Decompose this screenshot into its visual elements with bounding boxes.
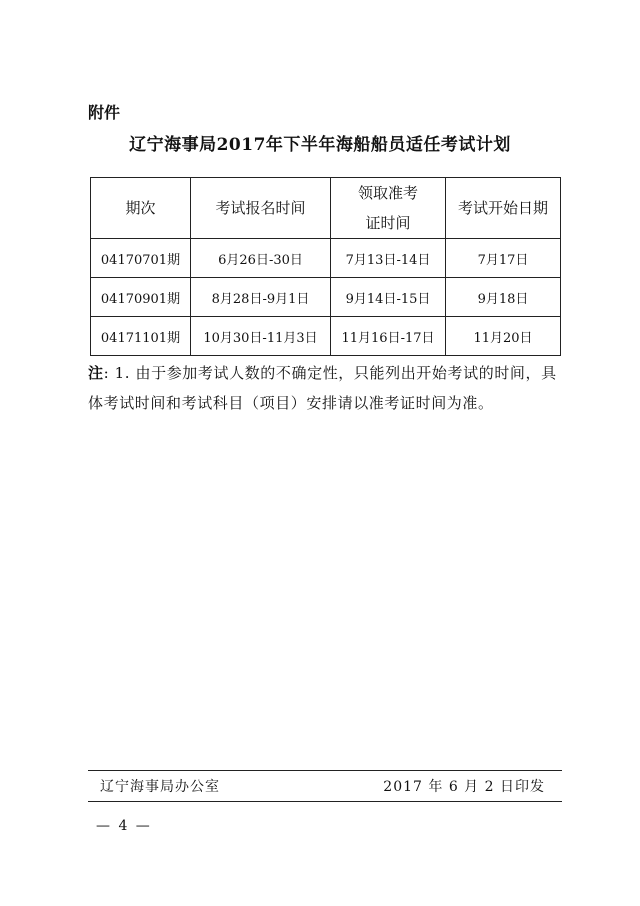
note-label: 注 [88,364,104,382]
admission-ticket-cell: 7月13日-14日 [331,239,446,278]
period-cell: 04170901期 [91,278,191,317]
header-exam-start-date: 考试开始日期 [446,178,561,239]
issuing-office: 辽宁海事局办公室 [100,779,220,795]
header-admission-ticket-time: 领取准考证时间 [331,178,446,239]
admission-ticket-cell: 9月14日-15日 [331,278,446,317]
admission-ticket-cell: 11月16日-17日 [331,317,446,356]
table-row [91,278,561,317]
period-cell: 04170701期 [91,239,191,278]
exam-start-cell: 11月20日 [446,317,561,356]
period-cell: 04171101期 [91,317,191,356]
issue-date: 2017 年 6 月 2 日印发 [383,779,545,795]
page-number: — 4 — [96,818,152,834]
exam-schedule-table [90,177,561,356]
document-title: 辽宁海事局2017年下半年海船船员适任考试计划 [129,135,511,155]
exam-start-cell: 7月17日 [446,239,561,278]
registration-cell: 6月26日-30日 [191,239,331,278]
header-period: 期次 [91,178,191,239]
exam-start-cell: 9月18日 [446,278,561,317]
table-row [91,317,561,356]
footer-divider-bottom [88,801,562,802]
note-paragraph [88,358,564,418]
header-registration-time: 考试报名时间 [191,178,331,239]
registration-cell: 8月28日-9月1日 [191,278,331,317]
table-header-row [91,178,561,239]
registration-cell: 10月30日-11月3日 [191,317,331,356]
table-row [91,239,561,278]
note-text: : 1. 由于参加考试人数的不确定性，只能列出开始考试的时间，具体考试时间和考试科目（项目）安排请以准考证时间为准。 [88,364,557,412]
footer-divider-top [88,770,562,771]
attachment-label: 附件 [88,103,121,122]
